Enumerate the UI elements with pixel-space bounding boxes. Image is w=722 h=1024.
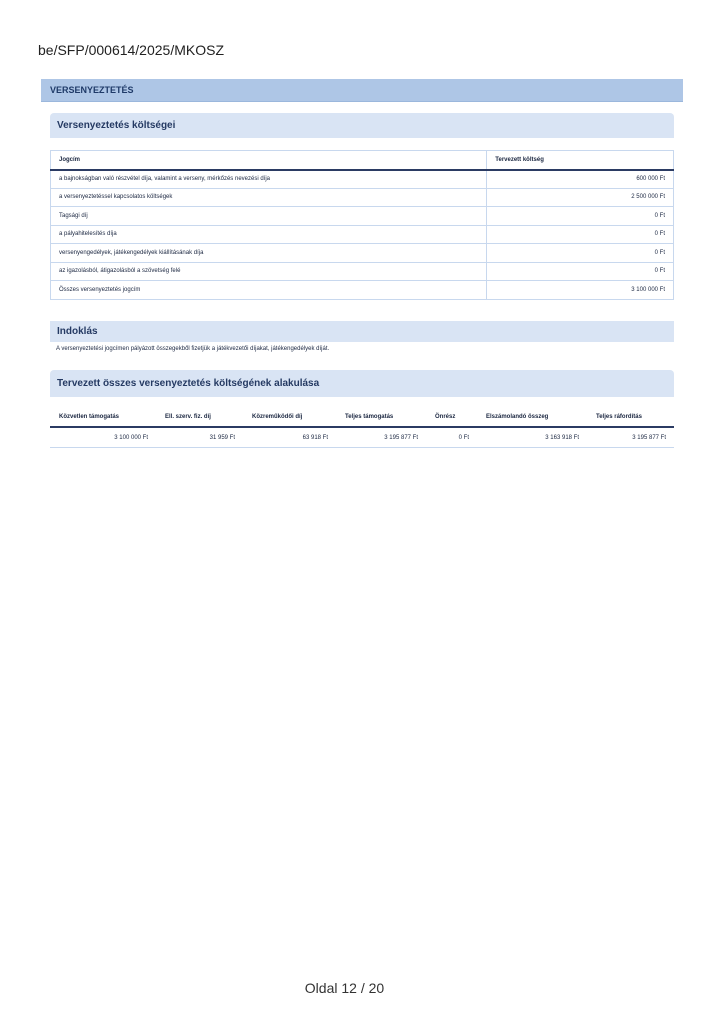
summary-header-row [50, 408, 674, 427]
costs-title: Versenyeztetés költségei [50, 113, 674, 138]
column-header-direct-support: Közvetlen támogatás [50, 408, 156, 427]
row-label: a versenyeztetéssel kapcsolatos költségek [51, 188, 487, 207]
total-support-value: 3 195 877 Ft [336, 427, 426, 448]
document-id: be/SFP/000614/2025/MKOSZ [38, 42, 224, 58]
direct-support-value: 3 100 000 Ft [50, 427, 156, 448]
table-row [51, 244, 674, 263]
column-header-jogcim: Jogcím [51, 151, 487, 170]
summary-title: Tervezett összes versenyeztetés költségének alakulása [50, 370, 674, 397]
row-amount: 0 Ft [487, 244, 674, 263]
summary-values-row [50, 427, 674, 448]
table-row [51, 262, 674, 281]
column-header-intermediary-fee: Közreműködői díj [243, 408, 336, 427]
total-amount: 3 100 000 Ft [487, 281, 674, 300]
row-amount: 0 Ft [487, 262, 674, 281]
row-amount: 600 000 Ft [487, 170, 674, 189]
table-row [51, 207, 674, 226]
row-amount: 2 500 000 Ft [487, 188, 674, 207]
accountable-amount-value: 3 163 918 Ft [477, 427, 587, 448]
row-amount: 0 Ft [487, 207, 674, 226]
justification-text: A versenyeztetési jogcímen pályázott összegekből fizetjük a játékvezetői díjakat, játékengedélyek díját. [56, 346, 330, 352]
total-row [51, 281, 674, 300]
table-row [51, 225, 674, 244]
row-label: a pályahitelesítés díja [51, 225, 487, 244]
column-header-total-support: Teljes támogatás [336, 408, 426, 427]
column-header-own-contribution: Önrész [426, 408, 477, 427]
intermediary-fee-value: 63 918 Ft [243, 427, 336, 448]
row-label: Tagsági díj [51, 207, 487, 226]
control-fee-value: 31 959 Ft [156, 427, 243, 448]
row-amount: 0 Ft [487, 225, 674, 244]
costs-table [50, 150, 674, 300]
own-contribution-value: 0 Ft [426, 427, 477, 448]
summary-table [50, 408, 674, 448]
section-title: VERSENYEZTETÉS [41, 79, 683, 102]
row-label: az igazolásból, átigazolásból a szövetség felé [51, 262, 487, 281]
column-header-cost: Tervezett költség [487, 151, 674, 170]
justification-title: Indoklás [50, 321, 674, 342]
row-label: a bajnokságban való részvétel díja, valamint a verseny, mérkőzés nevezési díja [51, 170, 487, 189]
row-label: versenyengedélyek, játékengedélyek kiállításának díja [51, 244, 487, 263]
table-row [51, 170, 674, 189]
total-label: Összes versenyeztetés jogcím [51, 281, 487, 300]
page-number: Oldal 12 / 20 [304, 980, 385, 996]
column-header-control-fee: Ell. szerv. fiz. díj [156, 408, 243, 427]
total-expenditure-value: 3 195 877 Ft [587, 427, 674, 448]
column-header-total-expenditure: Teljes ráfordítás [587, 408, 674, 427]
table-row [51, 188, 674, 207]
column-header-accountable-amount: Elszámolandó összeg [477, 408, 587, 427]
costs-header-row [51, 151, 674, 170]
